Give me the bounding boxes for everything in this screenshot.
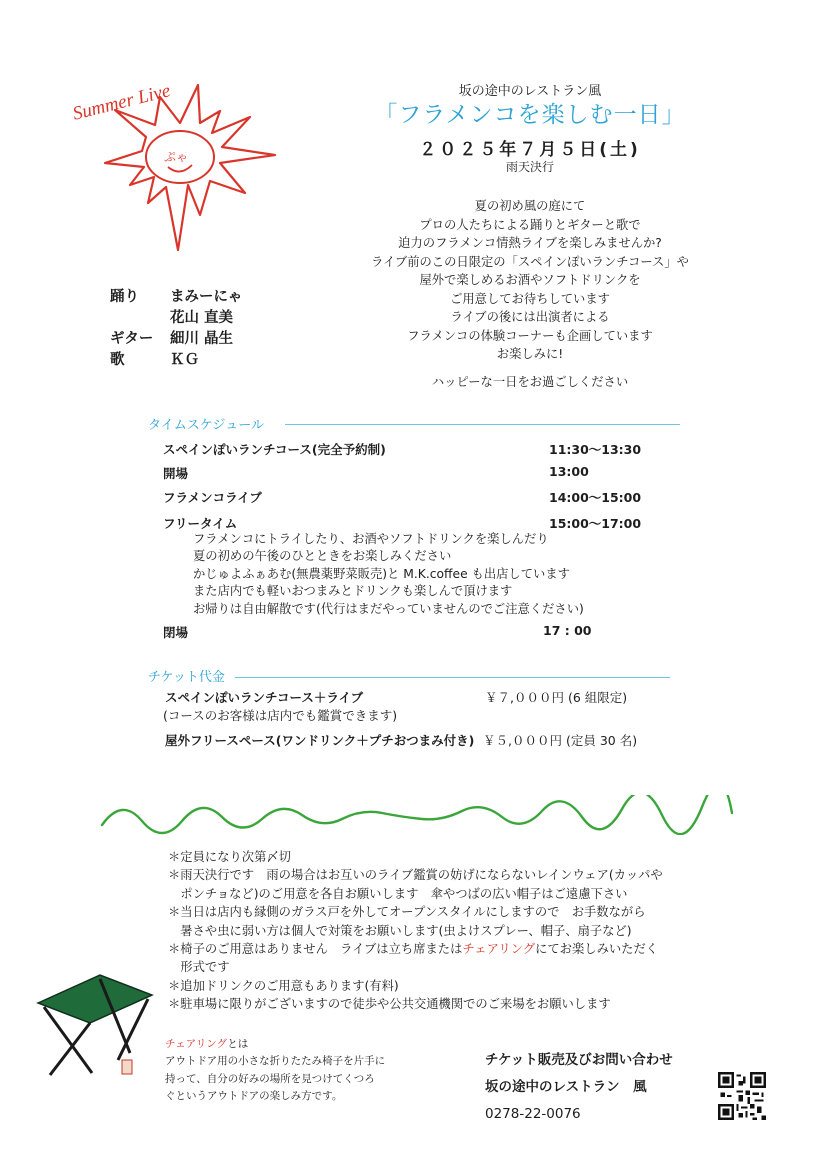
note-line: また店内でも軽いおつまみとドリンクも楽しんで頂けます [193, 584, 513, 599]
intro-line: ライブの後には出演者による [450, 310, 610, 324]
schedule-label: 閉場 [163, 625, 189, 640]
chairing-line: 持って、自分の好みの場所を見つけてくつろ [165, 1072, 375, 1085]
intro-line: 屋外で楽しめるお酒やソフトドリンクを [419, 273, 641, 287]
green-wave-divider [100, 795, 740, 835]
intro-line: ご用意してお待ちしています [450, 291, 610, 306]
schedule-time: 14:00～15:00 [549, 490, 642, 505]
schedule-time: 15:00～17:00 [549, 516, 642, 531]
folding-chair-icon [30, 965, 160, 1090]
note-line: フラメンコにトライしたり、お酒やソフトドリンクを楽しんだり [193, 532, 549, 546]
performer-row [110, 350, 242, 371]
performer-role [110, 308, 170, 329]
note-line: かじゅよふぁあむ(無農薬野菜販売)と M.K.coffee も出店しています [193, 566, 570, 581]
chairing-explanation [165, 1036, 415, 1105]
contact-phone[interactable]: 0278-22-0076 [485, 1106, 581, 1122]
qr-code-icon[interactable] [718, 1072, 766, 1120]
notice-line: ＊雨天決行です 雨の場合はお互いのライブ鑑賞の妨げにならないレインウェア(カッパや [168, 868, 663, 883]
ticket-price-value: ￥７,０００円 [485, 690, 564, 705]
ticket-name: 屋外フリースペース(ワンドリンク＋プチおつまみ付き) [165, 733, 475, 748]
note-line: お帰りは自由解散です(代行はまだやっていませんのでご注意ください) [193, 601, 584, 616]
ticket-limit: (6 組限定) [567, 690, 628, 705]
performer-row [110, 329, 242, 350]
performer-name: まみーにゃ [170, 289, 243, 305]
schedule-label: 開場 [163, 466, 189, 481]
chairing-line: アウトドア用の小さな折りたたみ椅子を片手に [165, 1055, 386, 1068]
chairing-term-suffix: とは [227, 1038, 249, 1050]
schedule-time: 11:30～13:30 [549, 442, 642, 457]
intro-line: プロの人たちによる踊りとギターと歌で [419, 217, 641, 232]
intro-line: フラメンコの体験コーナーも企画しています [407, 328, 653, 343]
notice-line [168, 940, 728, 958]
performer-role: 歌 [110, 352, 125, 368]
notice-line: ＊駐車場に限りがございますので徒歩や公共交通機関でのご来場をお願いします [168, 997, 611, 1012]
intro-line: 夏の初め風の庭にて [474, 199, 586, 213]
performer-role: 踊り [110, 289, 139, 305]
notice-line: ＊追加ドリンクのご用意もあります(有料) [168, 978, 399, 993]
ticket-price [483, 731, 637, 749]
notice-list [168, 848, 728, 1014]
performer-role: ギター [110, 331, 154, 347]
intro-line: お楽しみに! [496, 347, 564, 361]
note-line: 夏の初めの午後のひとときをお楽しみください [193, 549, 452, 564]
intro-line: 迫力のフラメンコ情熱ライブを楽しみませんか? [398, 236, 662, 250]
ticket-price-value: ￥５,０００円 [483, 733, 562, 748]
sun-smile [168, 165, 192, 172]
notice-line: 形式です [168, 960, 230, 975]
notice-line: ＊定員になり次第〆切 [168, 850, 291, 864]
ticket-note: (コースのお客様は店内でも鑑賞できます) [163, 708, 398, 723]
contact-venue: 坂の途中のレストラン 風 [485, 1079, 647, 1095]
performer-name: 細川 晶生 [170, 331, 234, 347]
chairing-line: ぐというアウトドアの楽しみ方です。 [165, 1089, 343, 1102]
performer-row [110, 287, 242, 308]
notice-line: 暑さや虫に弱い方は個人で対策をお願いします(虫よけスプレー、帽子、扇子など) [168, 923, 632, 938]
performer-row [110, 308, 242, 329]
ticket-price [485, 688, 627, 706]
schedule-label: フリータイム [163, 516, 238, 531]
ticket-name: スペインぽいランチコース＋ライブ [165, 690, 364, 705]
sun-illustration [60, 45, 290, 255]
intro-closing: ハッピーな一日をお過ごしください [431, 374, 629, 389]
schedule-row [163, 623, 683, 641]
sun-face-text: ぷゃ [164, 150, 189, 164]
tickets-divider [235, 677, 670, 678]
intro-text [360, 197, 700, 391]
notice-text: にてお楽しみいただく [535, 942, 659, 957]
schedule-label: フラメンコライブ [163, 490, 262, 505]
free-time-notes [193, 531, 584, 618]
chairing-term: チェアリング [165, 1038, 228, 1050]
notice-line: ＊当日は店内も縁側のガラス戸を外してオープンスタイルにしますので お手数ながら [168, 905, 646, 920]
performer-name: ＫＧ [170, 352, 199, 368]
schedule-label: スペインぽいランチコース(完全予約制) [163, 442, 386, 457]
intro-line: ライブ前のこの日限定の「スペインぽいランチコース」や [371, 254, 689, 269]
contact-block [485, 1047, 673, 1128]
chairing-term: チェアリング [462, 942, 536, 957]
notice-text: ＊椅子のご用意はありません ライブは立ち席または [168, 942, 463, 957]
venue-subtitle: 坂の途中のレストラン風 [458, 84, 602, 99]
schedule-row [163, 464, 683, 482]
schedule-time: 17 : 00 [543, 623, 592, 638]
notice-line: ポンチョなど)のご用意を各自お願いします 傘やつばの広い帽子はご遠慮下さい [168, 886, 628, 901]
schedule-row [163, 440, 683, 458]
contact-heading: チケット販売及びお問い合わせ [485, 1052, 673, 1068]
schedule-time: 13:00 [549, 464, 589, 479]
schedule-heading: タイムスケジュール [148, 418, 264, 433]
event-title: 「フラメンコを楽しむ一日」 [374, 102, 686, 128]
schedule-divider [285, 424, 680, 425]
schedule-row [163, 488, 683, 506]
rain-policy: 雨天決行 [505, 160, 554, 174]
performer-name: 花山 直美 [170, 310, 234, 326]
event-date: ２０２５年７月５日(土) [419, 140, 641, 160]
tickets-heading: チケット代金 [148, 670, 225, 685]
schedule-row [163, 514, 683, 532]
summer-live-logo-text: Summer Live [70, 80, 173, 125]
ticket-limit: (定員 30 名) [565, 733, 638, 748]
performers-list [110, 287, 242, 371]
